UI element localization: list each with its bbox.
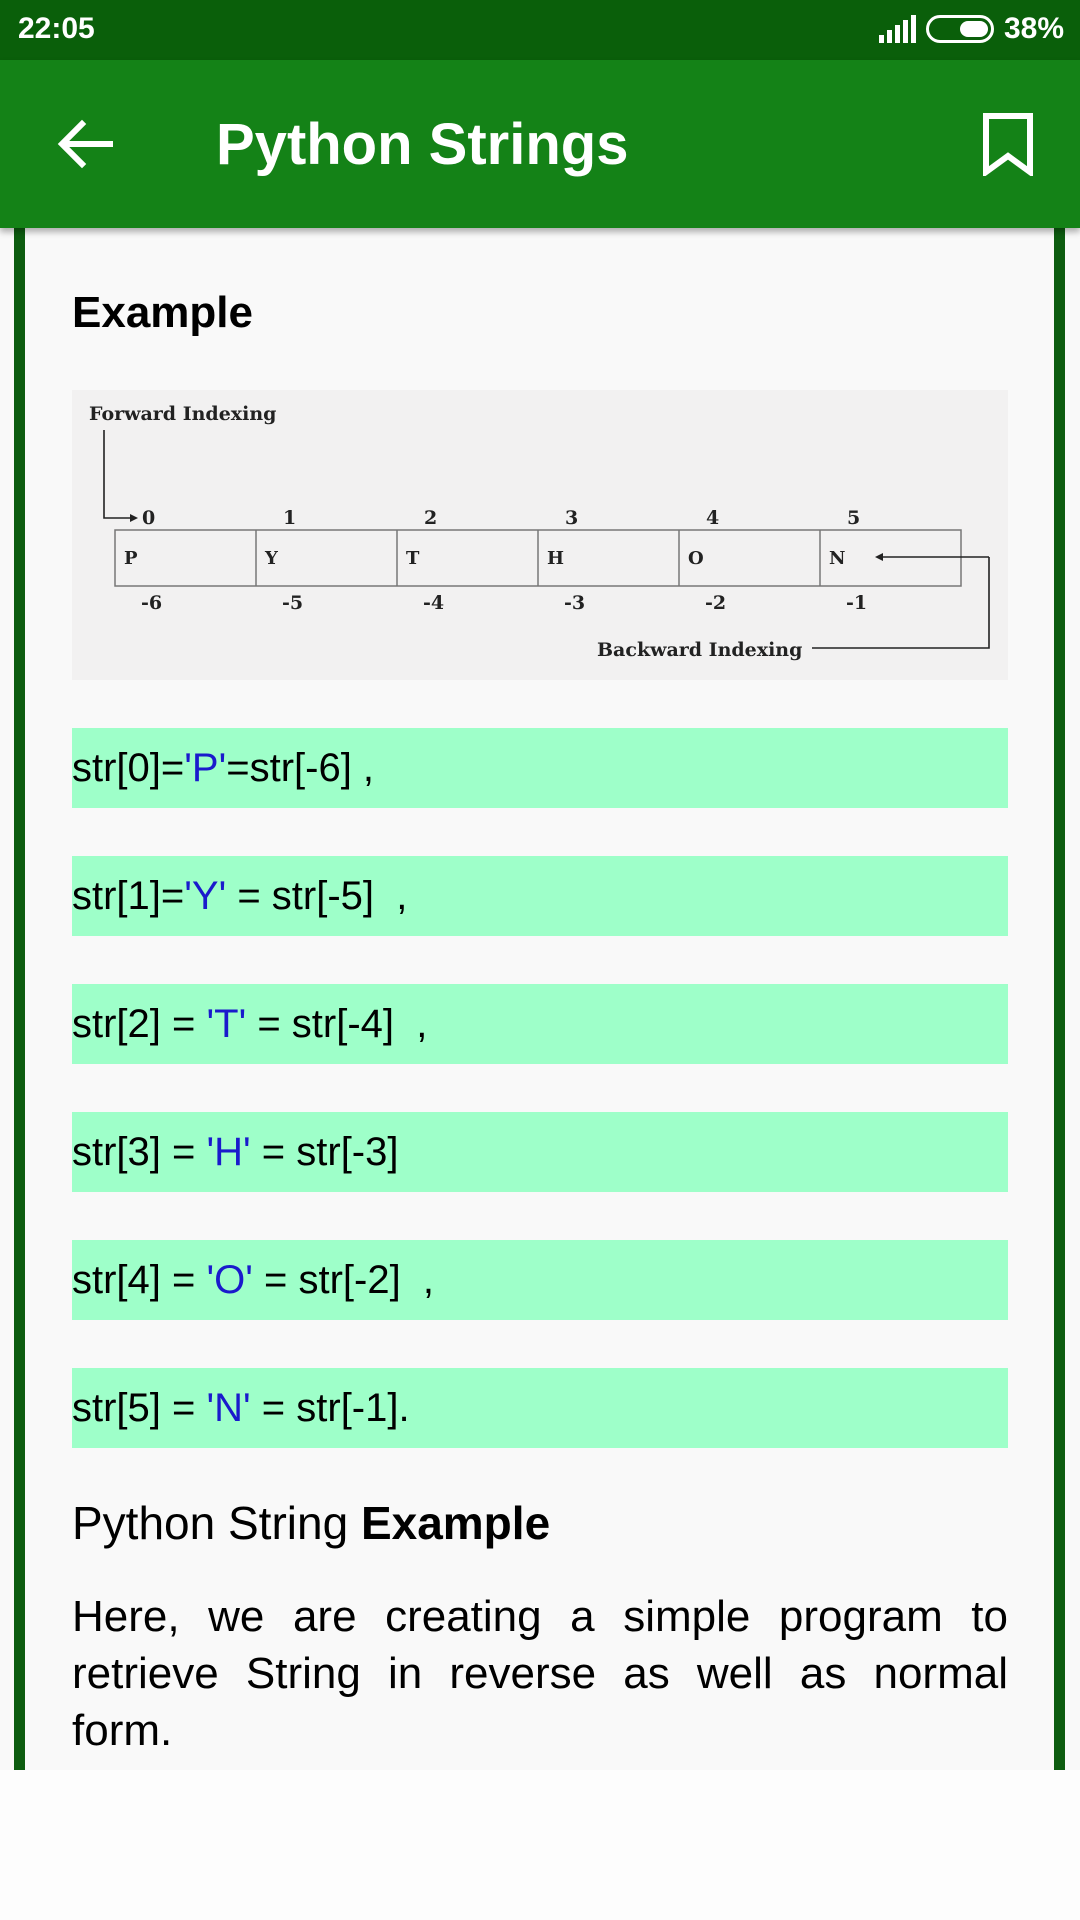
battery-icon (926, 15, 994, 43)
backward-index-label: -1 (846, 592, 868, 614)
code-text: = str[-3] (250, 1130, 399, 1174)
status-right-group (879, 12, 1064, 46)
forward-index-label: 2 (424, 507, 438, 529)
app-bar (0, 60, 1080, 228)
string-letter: N (829, 548, 846, 569)
code-text: = str[-1]. (250, 1386, 410, 1430)
bookmark-icon[interactable] (980, 112, 1036, 176)
code-line (72, 856, 1008, 936)
code-quoted: 'N' (206, 1386, 251, 1430)
backward-index-label: -3 (564, 592, 586, 614)
code-text: =str[-6] , (226, 746, 375, 790)
backward-index-label: -6 (141, 592, 163, 614)
code-line (72, 1112, 1008, 1192)
code-quoted: 'O' (206, 1258, 253, 1302)
string-letter: O (688, 548, 704, 569)
code-quoted: 'H' (206, 1130, 251, 1174)
forward-index-label: 0 (142, 507, 156, 529)
code-line (72, 728, 1008, 808)
forward-index-label: 3 (565, 507, 579, 529)
bottom-area (0, 1770, 1080, 1920)
status-bar (0, 0, 1080, 60)
code-text: = str[-4] , (246, 1002, 428, 1046)
content-frame-right (1054, 228, 1065, 1770)
code-text: str[0]= (72, 746, 185, 790)
code-text: = str[-2] , (252, 1258, 435, 1302)
content-frame-left (14, 228, 25, 1770)
code-quoted: 'T' (206, 1002, 247, 1046)
code-text: str[4] = (72, 1258, 207, 1302)
code-quoted: 'P' (184, 746, 227, 790)
status-time: 22:05 (18, 12, 95, 45)
arrow-back-icon[interactable] (52, 112, 116, 176)
code-line (72, 1368, 1008, 1448)
string-letter: T (406, 548, 420, 569)
indexing-diagram (72, 390, 1008, 680)
backward-indexing-label: Backward Indexing (597, 639, 803, 661)
backward-index-label: -2 (705, 592, 727, 614)
forward-index-label: 4 (706, 507, 720, 529)
code-text: = str[-5] , (226, 874, 408, 918)
subheading-text: Python String (72, 1497, 361, 1549)
backward-index-label: -5 (282, 592, 304, 614)
indexing-diagram-svg (72, 390, 1008, 680)
string-letter: Y (265, 548, 278, 569)
battery-percent: 38% (1003, 12, 1064, 45)
section-heading: Example (72, 288, 253, 337)
forward-index-label: 5 (847, 507, 861, 529)
subheading-bold: Example (360, 1497, 551, 1549)
code-line (72, 1240, 1008, 1320)
code-text: str[3] = (72, 1130, 207, 1174)
code-text: str[5] = (72, 1386, 207, 1430)
signal-icon (879, 15, 916, 43)
subheading (72, 1496, 550, 1550)
code-line (72, 984, 1008, 1064)
page-title: Python Strings (216, 112, 629, 177)
string-letter: P (124, 548, 138, 569)
forward-indexing-label: Forward Indexing (89, 403, 277, 425)
body-paragraph: Here, we are creating a simple program to retrieve String in reverse as well as normal form. (72, 1592, 1008, 1755)
article-content[interactable] (25, 228, 1054, 1770)
forward-index-label: 1 (283, 507, 297, 529)
backward-index-label: -4 (423, 592, 445, 614)
string-letter: H (547, 548, 565, 569)
code-quoted: 'Y' (184, 874, 227, 918)
code-text: str[2] = (72, 1002, 207, 1046)
code-text: str[1]= (72, 874, 185, 918)
